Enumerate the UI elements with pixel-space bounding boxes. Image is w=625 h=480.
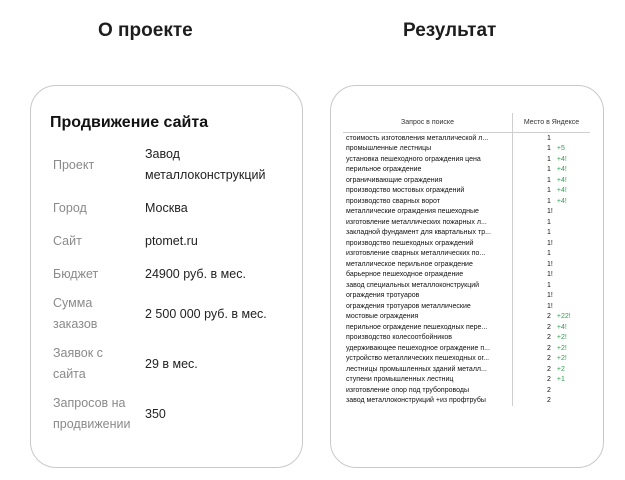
place-cell: [513, 301, 591, 312]
query-cell: изготовление опор под трубопроводы: [343, 385, 513, 396]
info-label-line: Бюджет: [53, 267, 99, 281]
info-value-line: Завод: [145, 147, 180, 161]
place-change: +4!: [556, 197, 567, 205]
query-cell: барьерное пешеходное ограждение: [343, 270, 513, 281]
info-value: [145, 404, 283, 425]
info-label-line: сайта: [53, 367, 86, 381]
table-row: [343, 291, 590, 302]
info-label: [53, 198, 145, 219]
place-cell: [513, 154, 591, 165]
query-cell: производство мостовых ограждений: [343, 186, 513, 197]
query-cell: металлическое перильное ограждение: [343, 259, 513, 270]
info-label-line: заказов: [53, 317, 98, 331]
info-value: [145, 144, 283, 186]
place-change: +4!: [556, 187, 567, 195]
place-change: +4!: [556, 166, 567, 174]
place-cell: [513, 133, 591, 144]
query-cell: производство колесоотбойников: [343, 333, 513, 344]
place-cell: [513, 175, 591, 186]
place-cell: [513, 375, 591, 386]
place-value: 1: [547, 145, 551, 153]
table-row: [343, 133, 590, 144]
info-value-line: 29 в мес.: [145, 356, 198, 371]
query-cell: установка пешеходного ограждения цена: [343, 154, 513, 165]
place-change: +2: [556, 365, 565, 373]
place-value: 2: [547, 386, 551, 394]
place-cell: [513, 186, 591, 197]
info-label-line: Запросов на: [53, 396, 126, 410]
place-cell: [513, 354, 591, 365]
info-label: [53, 393, 145, 435]
query-cell: устройство металлических пешеходных ог...: [343, 354, 513, 365]
place-change: +2!: [556, 355, 567, 363]
info-value-line: 350: [145, 406, 166, 421]
query-cell: закладной фундамент для квартальных тр...: [343, 228, 513, 239]
table-row: [343, 186, 590, 197]
query-cell: ступени промышленных лестниц: [343, 375, 513, 386]
place-value: 2: [547, 323, 551, 331]
place-cell: [513, 217, 591, 228]
rankings-body: [343, 133, 590, 407]
info-label-line: Заявок с: [53, 346, 103, 360]
table-row: [343, 322, 590, 333]
place-change: +2!: [556, 334, 567, 342]
table-header-row: [343, 113, 590, 133]
info-row: [53, 144, 283, 186]
place-value: 1: [547, 155, 551, 163]
place-cell: [513, 207, 591, 218]
info-label-line: Проект: [53, 157, 95, 172]
table-row: [343, 375, 590, 386]
place-value: 1: [547, 134, 551, 142]
table-row: [343, 259, 590, 270]
place-cell: [513, 396, 591, 407]
place-value: 1: [547, 218, 551, 226]
place-cell: [513, 312, 591, 323]
place-cell: [513, 259, 591, 270]
place-value: 2: [547, 344, 551, 352]
table-row: [343, 249, 590, 260]
table-row: [343, 217, 590, 228]
info-row: [53, 198, 283, 219]
table-row: [343, 196, 590, 207]
query-cell: ограждения тротуаров металлические: [343, 301, 513, 312]
query-cell: ограждения тротуаров: [343, 291, 513, 302]
place-change: +4!: [556, 323, 567, 331]
info-label-line: продвижении: [53, 417, 131, 431]
place-value: 1!: [547, 271, 553, 279]
place-value: 1!: [547, 239, 553, 247]
table-row: [343, 165, 590, 176]
place-value: 1: [547, 197, 551, 205]
place-change: +22!: [556, 313, 571, 321]
info-value: [145, 264, 283, 285]
info-label-line: Город: [53, 201, 87, 215]
info-label-line: Сайт: [53, 234, 82, 248]
query-cell: промышленные лестницы: [343, 144, 513, 155]
place-cell: [513, 322, 591, 333]
place-cell: [513, 364, 591, 375]
table-row: [343, 238, 590, 249]
place-change: +4!: [556, 176, 567, 184]
card-heading: Продвижение сайта: [50, 114, 209, 131]
place-value: 1: [547, 250, 551, 258]
table-row: [343, 228, 590, 239]
place-cell: [513, 385, 591, 396]
table-row: [343, 364, 590, 375]
info-value[interactable]: [145, 231, 283, 252]
place-cell: [513, 228, 591, 239]
place-value: 1!: [547, 208, 553, 216]
place-change: +1: [556, 376, 565, 384]
place-value: 2: [547, 313, 551, 321]
info-label: [53, 155, 145, 176]
query-cell: удерживающее пешеходное ограждение п...: [343, 343, 513, 354]
info-value: [145, 304, 283, 325]
place-value: 2: [547, 365, 551, 373]
place-value: 1!: [547, 302, 553, 310]
table-row: [343, 343, 590, 354]
query-cell: стоимость изготовления металлической л...: [343, 133, 513, 144]
table-row: [343, 385, 590, 396]
query-cell: завод специальных металлоконструкций: [343, 280, 513, 291]
table-row: [343, 354, 590, 365]
table-row: [343, 333, 590, 344]
place-cell: [513, 165, 591, 176]
table-row: [343, 144, 590, 155]
query-cell: ограничивающие ограждения: [343, 175, 513, 186]
info-label: [53, 231, 145, 252]
place-value: 1: [547, 187, 551, 195]
info-value: [145, 198, 283, 219]
info-row: [53, 264, 283, 285]
results-card: [330, 85, 604, 468]
info-value-line: ptomet.ru: [145, 234, 198, 248]
info-value: [145, 354, 283, 375]
info-value-line: Москва: [145, 201, 188, 215]
place-value: 2: [547, 334, 551, 342]
table-row: [343, 270, 590, 281]
place-value: 1!: [547, 260, 553, 268]
query-cell: перильное ограждение пешеходных пере...: [343, 322, 513, 333]
query-cell: металлические ограждения пешеходные: [343, 207, 513, 218]
info-label-line: Сумма: [53, 296, 93, 310]
rankings-table: [343, 113, 590, 406]
query-cell: производство пешеходных ограждений: [343, 238, 513, 249]
query-cell: изготовление сварных металлических по...: [343, 249, 513, 260]
query-cell: изготовление металлических пожарных л...: [343, 217, 513, 228]
info-label: [53, 264, 145, 285]
place-value: 1: [547, 166, 551, 174]
query-column-header: Запрос в поиске: [343, 113, 513, 133]
query-cell: завод металлоконструкций +из профтрубы: [343, 396, 513, 407]
table-row: [343, 396, 590, 407]
place-value: 1: [547, 281, 551, 289]
place-cell: [513, 144, 591, 155]
info-label: [53, 343, 145, 385]
place-value: 2: [547, 355, 551, 363]
place-value: 2: [547, 376, 551, 384]
info-label: [53, 293, 145, 335]
info-row: [53, 343, 283, 385]
project-info-card: [30, 85, 303, 468]
place-change: +2!: [556, 344, 567, 352]
query-cell: перильное ограждение: [343, 165, 513, 176]
info-row: [53, 231, 283, 252]
place-change: +5: [556, 145, 565, 153]
place-cell: [513, 249, 591, 260]
query-cell: лестницы промышленных зданий металл...: [343, 364, 513, 375]
query-cell: производство сварных ворот: [343, 196, 513, 207]
place-column-header: Место в Яндексе: [513, 113, 591, 133]
about-project-title: О проекте: [98, 20, 193, 41]
place-cell: [513, 196, 591, 207]
place-value: 1: [547, 176, 551, 184]
table-row: [343, 312, 590, 323]
place-change: +4!: [556, 155, 567, 163]
place-cell: [513, 333, 591, 344]
table-row: [343, 154, 590, 165]
place-cell: [513, 270, 591, 281]
result-title: Результат: [403, 20, 497, 41]
place-cell: [513, 238, 591, 249]
place-cell: [513, 343, 591, 354]
query-cell: мостовые ограждения: [343, 312, 513, 323]
info-value-line: 24900 руб. в мес.: [145, 267, 246, 281]
table-row: [343, 175, 590, 186]
place-cell: [513, 280, 591, 291]
place-cell: [513, 291, 591, 302]
info-row: [53, 393, 283, 435]
table-row: [343, 301, 590, 312]
info-value-line: металлоконструкций: [145, 168, 266, 182]
project-info-list: [53, 144, 283, 435]
place-value: 1!: [547, 292, 553, 300]
info-value-line: 2 500 000 руб. в мес.: [145, 306, 267, 321]
table-row: [343, 280, 590, 291]
info-row: [53, 293, 283, 335]
place-value: 1: [547, 229, 551, 237]
place-value: 2: [547, 397, 551, 405]
table-row: [343, 207, 590, 218]
